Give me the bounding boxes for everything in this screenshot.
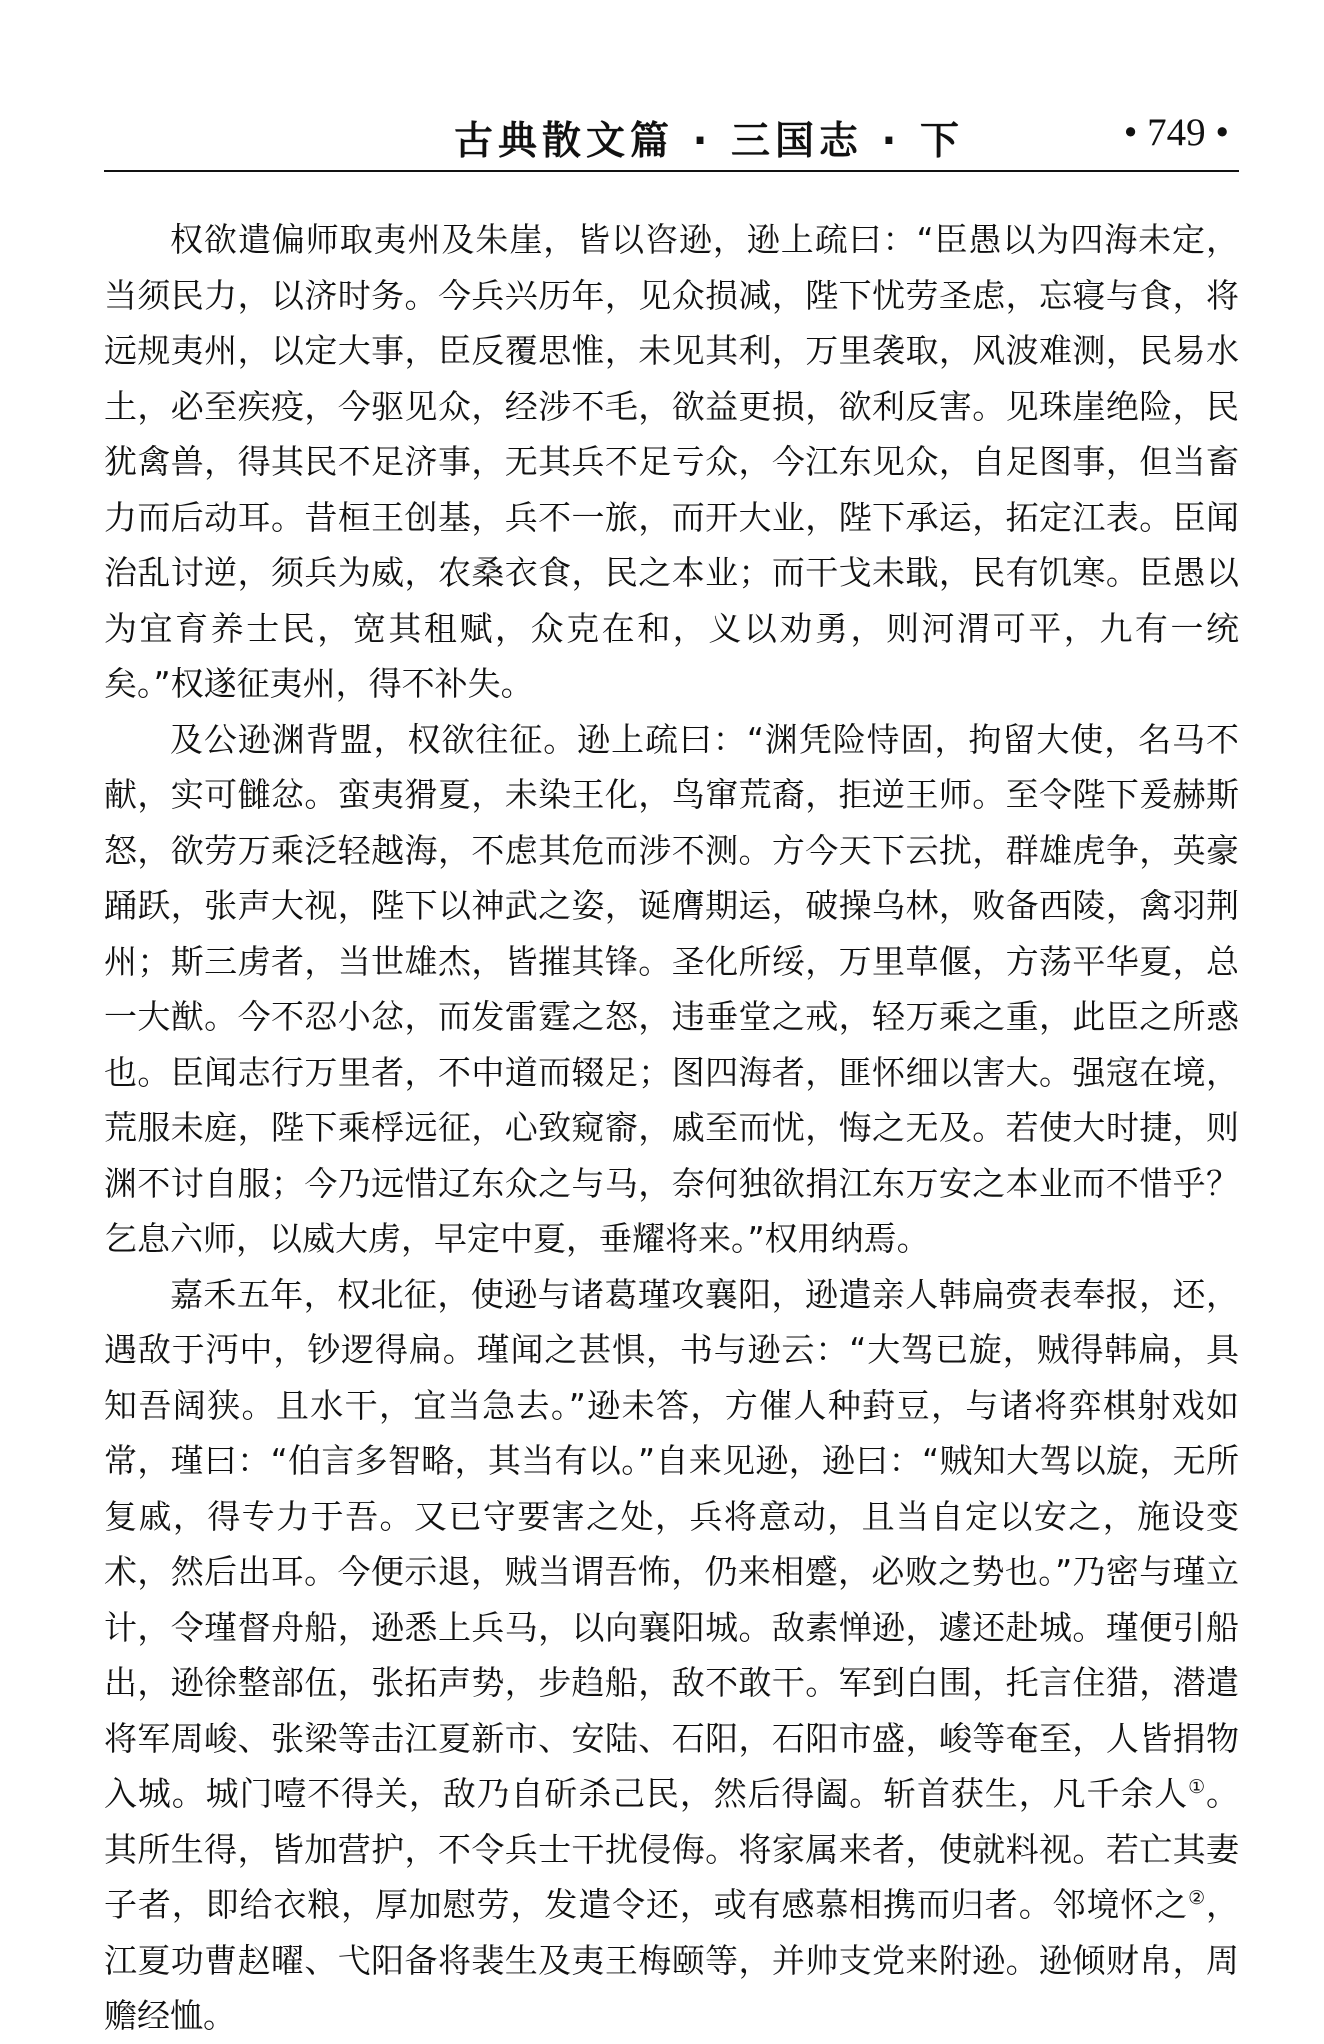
header-rule <box>104 170 1239 172</box>
paragraph-2: 及公逊渊背盟，权欲往征。逊上疏曰：“渊凭险恃固，拘留大使，名马不献，实可雠忿。蛮夷猾夏，未染王化，鸟窜荒裔，拒逆王师。至令陛下爰赫斯怒，欲劳万乘泛轻越海，不虑其危而涉不测。方今天下云扰，群雄虎争，英豪踊跃，张声大视，陛下以神武之姿，诞膺期运，破操乌林，败备西陵，禽羽荆州；斯三虏者，当世雄杰，皆摧其锋。圣化所绥，万里草偃，方荡平华夏，总一大猷。今不忍小忿，而发雷霆之怒，违垂堂之戒，轻万乘之重，此臣之所惑也。臣闻志行万里者，不中道而辍足；图四海者，匪怀细以害大。强寇在境，荒服未庭，陛下乘桴远征，心致窥窬，戚至而忧，悔之无及。若使大时捷，则渊不讨自服；今乃远惜辽东众之与马，奈何独欲捐江东万安之本业而不惜乎？乞息六师，以威大虏，早定中夏，垂耀将来。”权用纳焉。 <box>104 719 1239 1258</box>
footnote-marker-1[interactable]: ① <box>1188 1776 1206 1798</box>
footnote-marker-2[interactable]: ② <box>1188 1887 1206 1909</box>
paragraph-3 <box>104 1267 1239 2044</box>
paragraph-3-part-c: ，江夏功曹赵曜、弋阳备将裴生及夷王梅颐等，并帅支党来附逊。逊倾财帛，周赡经恤。 <box>104 1885 1239 2035</box>
page-number: • 749 • <box>1123 111 1229 154</box>
paragraph-1: 权欲遣偏师取夷州及朱崖，皆以咨逊，逊上疏曰：“臣愚以为四海未定，当须民力，以济时务。今兵兴历年，见众损减，陛下忧劳圣虑，忘寝与食，将远规夷州，以定大事，臣反覆思惟，未见其利，万里袭取，风波难测，民易水土，必至疾疫，今驱见众，经涉不毛，欲益更损，欲利反害。见珠崖绝险，民犹禽兽，得其民不足济事，无其兵不足亏众，今江东见众，自足图事，但当畜力而后动耳。昔桓王创基，兵不一旅，而开大业，陛下承运，拓定江表。臣闻治乱讨逆，须兵为威，农桑衣食，民之本业；而干戈未戢，民有饥寒。臣愚以为宜育养士民，宽其租赋，众克在和，义以劝勇，则河渭可平，九有一统矣。”权遂征夷州，得不补失。 <box>104 220 1239 703</box>
paragraph-3-part-a: 嘉禾五年，权北征，使逊与诸葛瑾攻襄阳，逊遣亲人韩扁赍表奉报，还，遇敌于沔中，钞逻得扁。瑾闻之甚惧，书与逊云：“大驾已旋，贼得韩扁，具知吾阔狭。且水干，宜当急去。”逊未答，方催人种葑豆，与诸将弈棋射戏如常，瑾曰：“伯言多智略，其当有以。”自来见逊，逊曰：“贼知大驾以旋，无所复戚，得专力于吾。又已守要害之处，兵将意动，且当自定以安之，施设变术，然后出耳。今便示退，贼当谓吾怖，仍来相蹙，必败之势也。”乃密与瑾立计，令瑾督舟船，逊悉上兵马，以向襄阳城。敌素惮逊，遽还赴城。瑾便引船出，逊徐整部伍，张拓声势，步趋船，敌不敢干。军到白围，托言住猎，潜遣将军周峻、张梁等击江夏新市、安陆、石阳，石阳市盛，峻等奄至，人皆捐物入城。城门噎不得关，敌乃自斫杀己民，然后得阖。斩首获生，凡千余人 <box>104 1274 1239 1813</box>
page-header <box>104 104 1239 174</box>
paragraph-3-part-b: 。其所生得，皆加营护，不令兵士干扰侵侮。将家属来者，使就料视。若亡其妻子者，即给衣粮，厚加慰劳，发遣令还，或有感慕相携而归者。邻境怀之 <box>104 1774 1239 1924</box>
running-head-title: 古典散文篇 · 三国志 · 下 <box>454 119 964 164</box>
body-text <box>104 212 1239 2044</box>
